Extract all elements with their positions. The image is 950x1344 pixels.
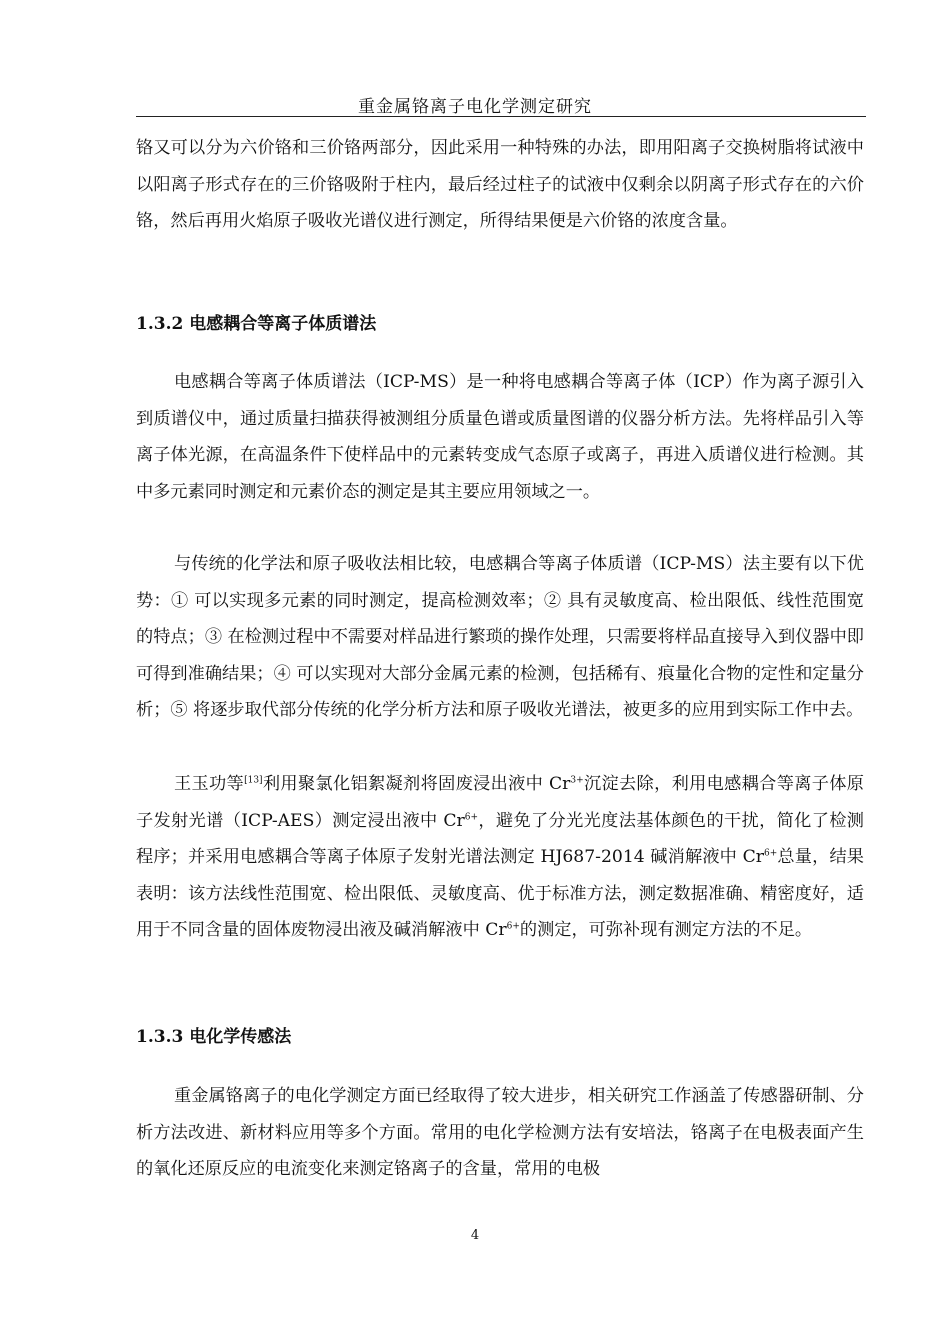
citation-marker: [13] bbox=[244, 775, 263, 786]
ion-charge: 6+ bbox=[764, 848, 778, 859]
ion-charge: 6+ bbox=[464, 811, 479, 822]
paragraph-icpms-advantages: 与传统的化学法和原子吸收法相比较，电感耦合等离子体质谱（ICP-MS）法主要有以下优势：① 可以实现多元素的同时测定，提高检测效率；② 具有灵敏度高、检出限低、线性范围宽的特点；③ 在检测过程中不需要对样品进行繁琐的操作处理，只需要将样品直接导入到仪器中即可得到准确结果；④ 可以实现对大部分金属元素的检测，包括稀有、痕量化合物的定性和定量分析；⑤ 将逐步取代部分传统的化学分析方法和原子吸收光谱法，被更多的应用到实际工作中去。 bbox=[136, 554, 864, 720]
text-segment: ，避免了分光光度法基体颜色的干扰，简化了检测程序；并采用电感耦合等离子体原子发射光谱法测定 HJ687-2014 碱消解液中 Cr bbox=[136, 810, 864, 867]
ion-charge: 3+ bbox=[570, 775, 584, 786]
ion-charge: 6+ bbox=[506, 921, 520, 932]
text-segment: 利用聚氯化铝絮凝剂将固废浸出液中 Cr bbox=[262, 774, 571, 794]
section-heading-1-3-3: 1.3.3 电化学传感法 bbox=[136, 1027, 292, 1047]
section-heading-1-3-2: 1.3.2 电感耦合等离子体质谱法 bbox=[136, 314, 377, 334]
paragraph-electrochemical: 重金属铬离子的电化学测定方面已经取得了较大进步，相关研究工作涵盖了传感器研制、分析方法改进、新材料应用等多个方面。常用的电化学检测方法有安培法，铬离子在电极表面产生的氧化还原反应的电流变化来测定铬离子的含量，常用的电极 bbox=[136, 1086, 864, 1179]
header-rule bbox=[136, 116, 866, 117]
page-number: 4 bbox=[470, 1228, 480, 1243]
text-segment: 总量，结果表明：该方法线性范围宽、检出限低、灵敏度高、优于标准方法，测定数据准确、精密度好，适用于不同含量的固体废物浸出液及碱消解液中 Cr bbox=[136, 847, 864, 940]
paragraph-icpms-intro: 电感耦合等离子体质谱法（ICP-MS）是一种将电感耦合等离子体（ICP）作为离子源引入到质谱仪中，通过质量扫描获得被测组分质量色谱或质量图谱的仪器分析方法。先将样品引入等离子体光源，在高温条件下使样品中的元素转变成气态原子或离子，再进入质谱仪进行检测。其中多元素同时测定和元素价态的测定是其主要应用领域之一。 bbox=[136, 372, 864, 502]
paragraph-continued: 铬又可以分为六价铬和三价铬两部分，因此采用一种特殊的办法，即用阳离子交换树脂将试液中以阳离子形式存在的三价铬吸附于柱内，最后经过柱子的试液中仅剩余以阴离子形式存在的六价铬，然后再用火焰原子吸收光谱仪进行测定，所得结果便是六价铬的浓度含量。 bbox=[136, 138, 864, 231]
paragraph-icpaes-study bbox=[136, 766, 864, 949]
text-segment: 的测定，可弥补现有测定方法的不足。 bbox=[519, 920, 813, 940]
text-segment: 王玉功等 bbox=[174, 774, 245, 794]
page-header-title: 重金属铬离子电化学测定研究 bbox=[358, 97, 592, 117]
text-segment: 沉淀去除，利用电感耦合等离子体原子发射光谱（ICP-AES）测定浸出液中 Cr bbox=[136, 774, 864, 831]
